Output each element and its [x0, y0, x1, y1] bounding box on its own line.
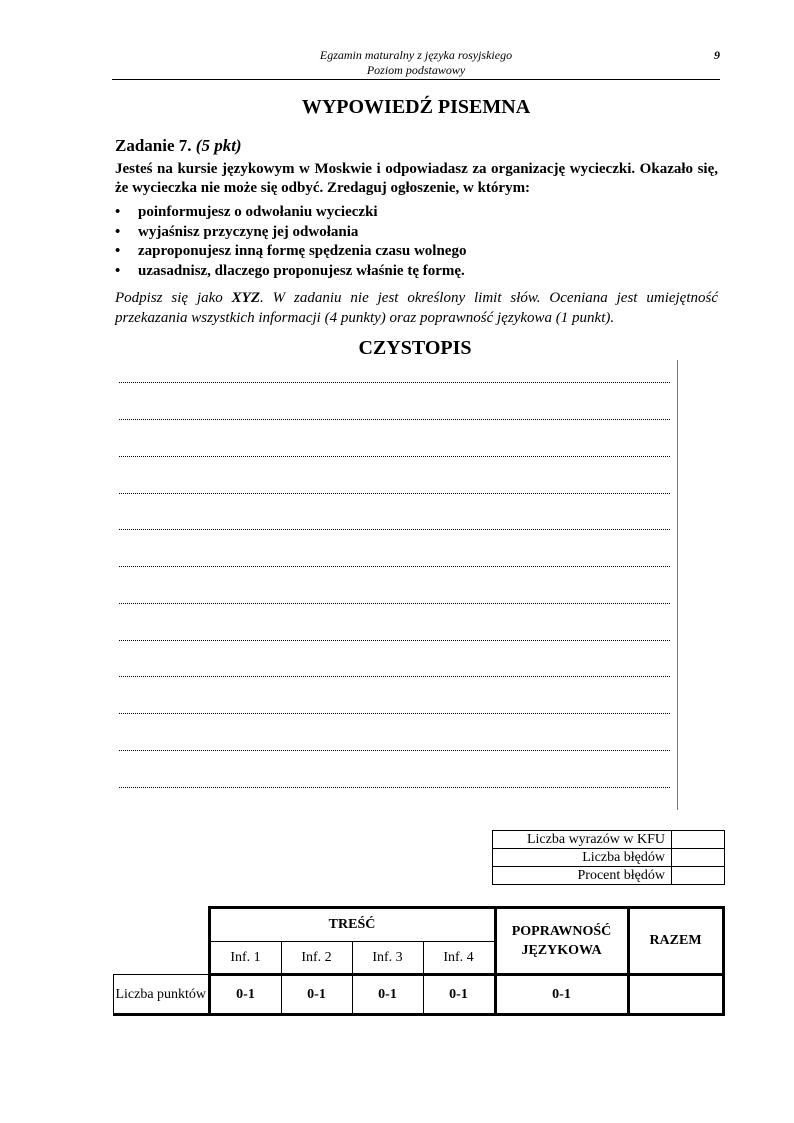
- word-count-table: [492, 830, 725, 885]
- points-row-label: Liczba punktów: [114, 975, 210, 1015]
- table-row: [114, 908, 724, 942]
- task-points: (5 pkt): [195, 136, 242, 155]
- task-note: [115, 288, 718, 328]
- info-header: Inf. 1: [209, 942, 281, 975]
- writing-line[interactable]: [119, 566, 670, 567]
- margin-line: [677, 360, 678, 810]
- word-count-label: Liczba wyrazów w KFU: [493, 831, 672, 849]
- task-bullet: • zaproponujesz inną formę spędzenia czasu wolnego: [115, 242, 718, 262]
- empty-corner-cell: [114, 908, 210, 975]
- info-score: 0-1: [281, 975, 352, 1015]
- writing-line[interactable]: [119, 750, 670, 751]
- info-score: 0-1: [423, 975, 495, 1015]
- writing-line[interactable]: [119, 419, 670, 420]
- writing-line[interactable]: [119, 603, 670, 604]
- writing-line[interactable]: [119, 713, 670, 714]
- error-count-field[interactable]: [672, 849, 725, 867]
- table-row: [114, 975, 724, 1015]
- correctness-score: 0-1: [495, 975, 628, 1015]
- error-percent-label: Procent błędów: [493, 867, 672, 885]
- writing-line[interactable]: [119, 493, 670, 494]
- content-header: TREŚĆ: [209, 908, 495, 942]
- task-bullet: • uzasadnisz, dlaczego proponujesz właśnie tę formę.: [115, 262, 718, 282]
- total-score-field[interactable]: [628, 975, 723, 1015]
- writing-line[interactable]: [119, 382, 670, 383]
- note-text-after: . W zadaniu nie jest określony limit słów. Oceniana jest umiejętność przekazania wszystkich informacji (4 punkty) oraz poprawność językowa (1 punkt).: [115, 290, 719, 326]
- task-instructions: Jesteś na kursie językowym w Moskwie i odpowiadasz za organizację wycieczki. Okazało się, że wycieczka nie może się odbyć. Zredaguj ogłoszenie, w którym:: [115, 161, 718, 196]
- total-header: RAZEM: [628, 908, 723, 975]
- page-number: 9: [714, 48, 720, 62]
- task-title: [115, 136, 242, 156]
- score-table: [113, 906, 725, 1016]
- clean-copy-title: CZYSTOPIS: [358, 337, 472, 359]
- word-count-field[interactable]: [672, 831, 725, 849]
- info-score: 0-1: [209, 975, 281, 1015]
- table-row: [493, 831, 725, 849]
- error-percent-field[interactable]: [672, 867, 725, 885]
- page-header: [112, 48, 720, 78]
- writing-line[interactable]: [119, 640, 670, 641]
- info-score: 0-1: [352, 975, 423, 1015]
- info-header: Inf. 4: [423, 942, 495, 975]
- table-row: [493, 849, 725, 867]
- writing-line[interactable]: [119, 529, 670, 530]
- writing-line[interactable]: [119, 676, 670, 677]
- note-text-before: Podpisz się jako: [115, 290, 232, 306]
- header-divider: [112, 79, 720, 80]
- task-bullet: • poinformujesz o odwołaniu wycieczki: [115, 203, 718, 223]
- correctness-header: POPRAWNOŚĆ JĘZYKOWA: [495, 908, 628, 975]
- signature-code: XYZ: [231, 290, 261, 306]
- error-count-label: Liczba błędów: [493, 849, 672, 867]
- table-row: [493, 867, 725, 885]
- info-header: Inf. 3: [352, 942, 423, 975]
- exam-level: Poziom podstawowy: [366, 63, 466, 77]
- writing-line[interactable]: [119, 787, 670, 788]
- info-header: Inf. 2: [281, 942, 352, 975]
- task-number: Zadanie 7.: [115, 136, 192, 155]
- writing-line[interactable]: [119, 456, 670, 457]
- section-title: WYPOWIEDŹ PISEMNA: [301, 96, 531, 118]
- task-bullet: • wyjaśnisz przyczynę jej odwołania: [115, 223, 718, 243]
- task-bullet-list: [115, 203, 718, 282]
- exam-title: Egzamin maturalny z języka rosyjskiego: [319, 48, 513, 62]
